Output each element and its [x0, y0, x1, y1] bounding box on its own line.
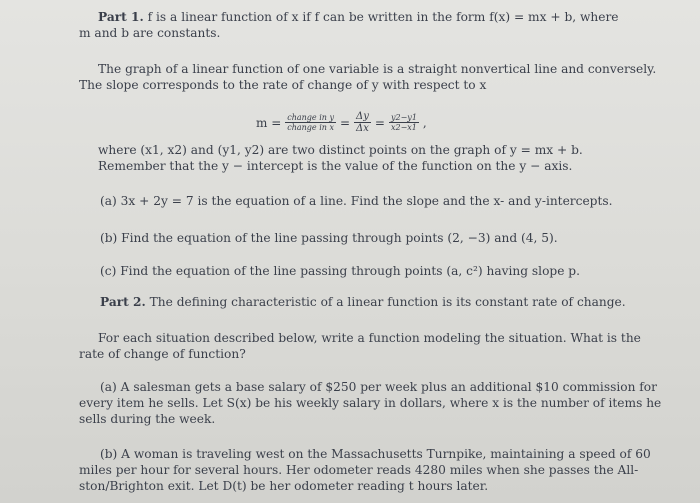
- fraction-delta-denominator: Δx: [356, 123, 369, 134]
- situation-b-line2: miles per hour for several hours. Her odometer reads 4280 miles when she passes the All-: [79, 463, 639, 477]
- part1-heading: Part 1.: [98, 10, 144, 24]
- question-a: (a) 3x + 2y = 7 is the equation of a line. Find the slope and the x- and y-intercepts.: [100, 194, 613, 208]
- part2-intro-line2: rate of change of function?: [79, 347, 246, 361]
- part2-text: The defining characteristic of a linear function is its constant rate of change.: [149, 295, 626, 309]
- fraction-points: [389, 113, 419, 132]
- situation-b-line3: ston/Brighton exit. Let D(t) be her odometer reading t hours later.: [79, 479, 489, 493]
- where-line1: where (x1, x2) and (y1, y2) are two distinct points on the graph of y = mx + b.: [98, 143, 583, 157]
- situation-b-line1: (b) A woman is traveling west on the Massachusetts Turnpike, maintaining a speed of 60: [100, 447, 651, 461]
- graph-paragraph-line2: The slope corresponds to the rate of change of y with respect to x: [79, 78, 487, 92]
- equals-sign: =: [339, 115, 351, 130]
- fraction-points-numerator: y2−y1: [390, 113, 417, 122]
- equals-sign-2: =: [374, 115, 385, 130]
- fraction-change-denominator: change in x: [287, 123, 334, 132]
- part1-definition-line1: [98, 10, 619, 26]
- graph-paragraph-line1: The graph of a linear function of one variable is a straight nonvertical line and conversely.: [98, 62, 657, 76]
- formula-comma: ,: [422, 115, 427, 130]
- question-c: (c) Find the equation of the line passing through points (a, c²) having slope p.: [100, 264, 580, 278]
- situation-a-line1: (a) A salesman gets a base salary of $250 per week plus an additional $10 commission for: [100, 380, 657, 394]
- slope-symbol: m =: [256, 115, 282, 130]
- fraction-points-denominator: x2−x1: [390, 123, 417, 132]
- definition-text: f is a linear function of x if f can be written in the form f(x) = mx + b, where: [147, 10, 619, 24]
- part2-intro-line1: For each situation described below, write a function modeling the situation. What is the: [98, 331, 641, 345]
- fraction-change: [285, 113, 336, 132]
- situation-a-line3: sells during the week.: [79, 412, 216, 426]
- fraction-change-numerator: change in y: [287, 113, 334, 122]
- part2-heading-line: [100, 295, 626, 311]
- where-line2: Remember that the y − intercept is the value of the function on the y − axis.: [98, 159, 573, 173]
- part2-heading: Part 2.: [100, 295, 146, 309]
- fraction-delta: [354, 111, 371, 134]
- slope-formula: [256, 111, 427, 134]
- situation-a-line2: every item he sells. Let S(x) be his weekly salary in dollars, where x is the number of items he: [79, 396, 662, 410]
- fraction-delta-numerator: Δy: [356, 111, 369, 122]
- question-b: (b) Find the equation of the line passing through points (2, −3) and (4, 5).: [100, 231, 558, 245]
- part1-definition-line2: m and b are constants.: [79, 26, 221, 40]
